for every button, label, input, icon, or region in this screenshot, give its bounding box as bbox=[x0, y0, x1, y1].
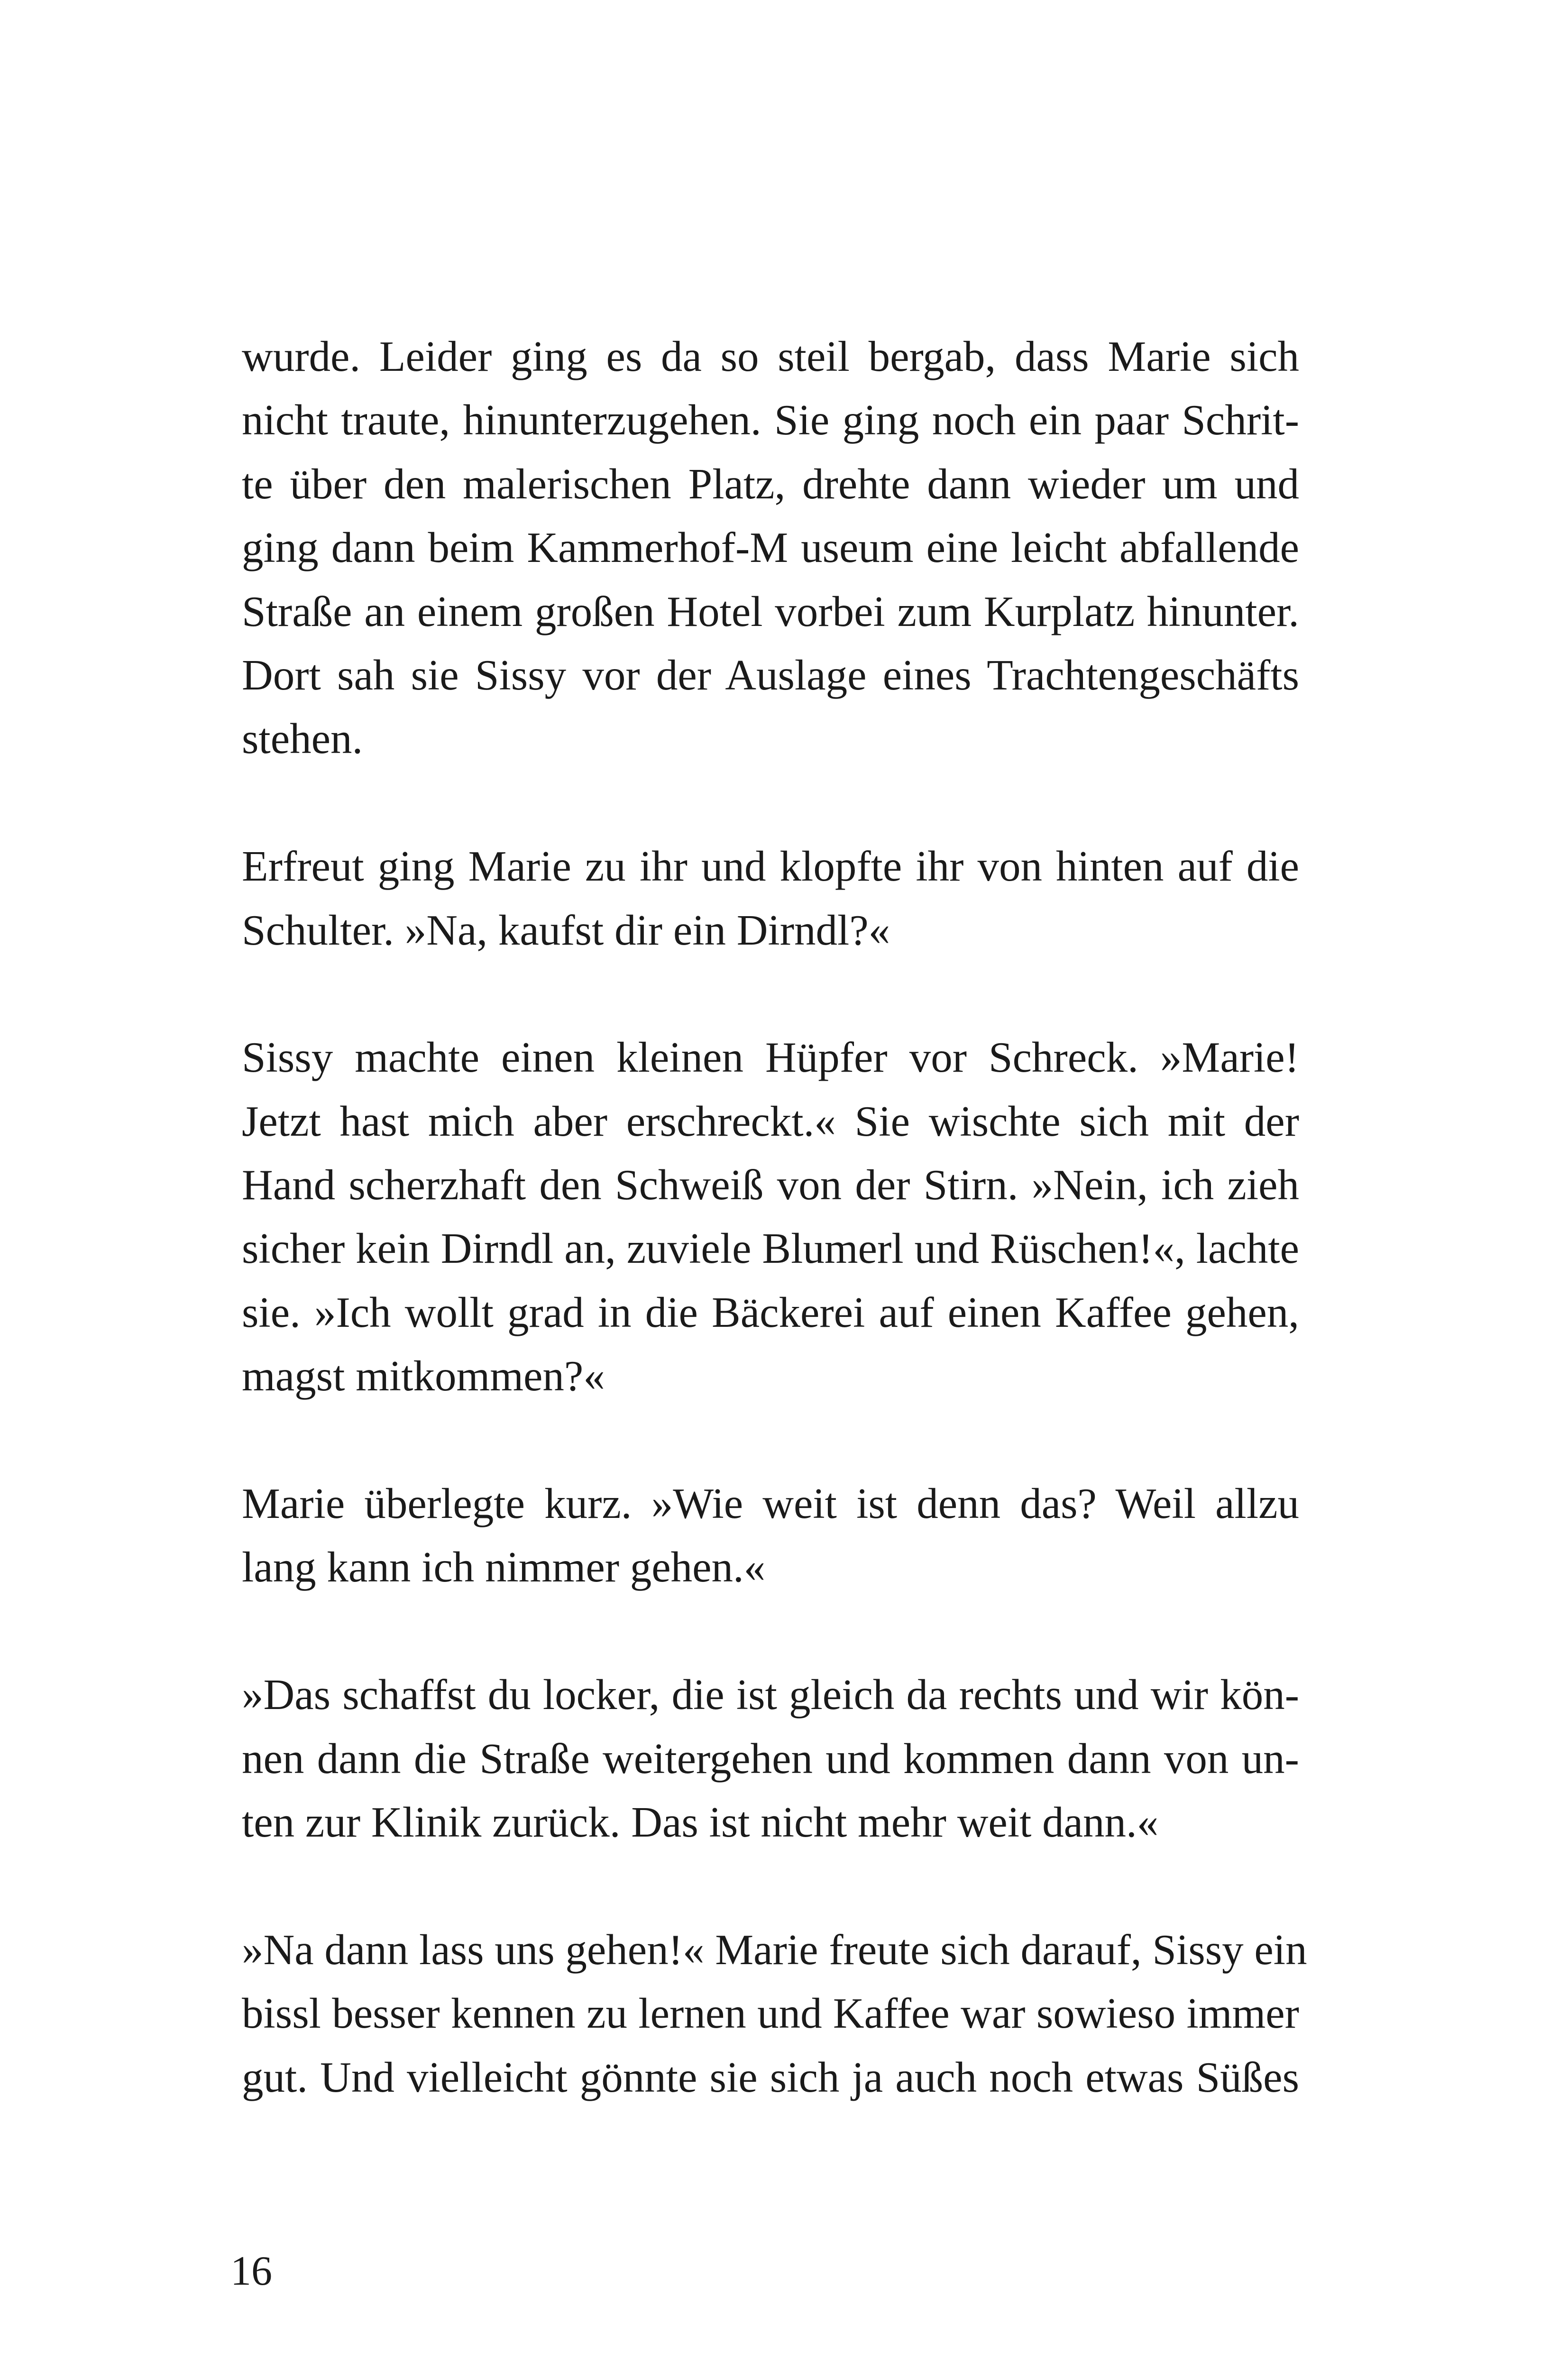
text-line: nen dann die Straße weitergehen und kommen dann von un- bbox=[242, 1734, 1299, 1783]
paragraph-1 bbox=[242, 325, 1299, 771]
page-number: 16 bbox=[230, 2248, 272, 2294]
text-line: magst mitkommen?« bbox=[242, 1352, 605, 1400]
text-line: wurde. Leider ging es da so steil bergab, dass Marie sich bbox=[242, 332, 1299, 380]
text-line: nicht traute, hinunterzugehen. Sie ging noch ein paar Schrit- bbox=[242, 396, 1299, 444]
text-line: Marie überlegte kurz. »Wie weit ist denn das? Weil allzu bbox=[242, 1480, 1299, 1528]
paragraph-4 bbox=[242, 1472, 1299, 1599]
body-text bbox=[242, 325, 1307, 2109]
text-line: Jetzt hast mich aber erschreckt.« Sie wischte sich mit der bbox=[242, 1097, 1299, 1145]
text-line: Sissy machte einen kleinen Hüpfer vor Schreck. »Marie! bbox=[242, 1033, 1299, 1082]
text-line: Schulter. »Na, kaufst dir ein Dirndl?« bbox=[242, 906, 890, 954]
text-line: sicher kein Dirndl an, zuviele Blumerl und Rüschen!«, lachte bbox=[242, 1224, 1299, 1273]
paragraph-3 bbox=[242, 1026, 1299, 1408]
text-line: gut. Und vielleicht gönnte sie sich ja auch noch etwas Süßes bbox=[242, 2053, 1299, 2101]
text-line: »Na dann lass uns gehen!« Marie freute sich darauf, Sissy ein bbox=[242, 1925, 1307, 1974]
text-line: stehen. bbox=[242, 715, 363, 763]
text-line: Straße an einem großen Hotel vorbei zum Kurplatz hinunter. bbox=[242, 587, 1299, 635]
paragraph-2 bbox=[242, 835, 1299, 962]
text-line: ging dann beim Kammerhof-M useum eine leicht abfallende bbox=[242, 524, 1299, 572]
paragraph-5 bbox=[242, 1663, 1299, 1854]
text-line: sie. »Ich wollt grad in die Bäckerei auf einen Kaffee gehen, bbox=[242, 1288, 1299, 1336]
text-line: Erfreut ging Marie zu ihr und klopfte ihr von hinten auf die bbox=[242, 842, 1299, 891]
text-line: »Das schaffst du locker, die ist gleich da rechts und wir kön- bbox=[242, 1671, 1299, 1719]
text-line: lang kann ich nimmer gehen.« bbox=[242, 1543, 766, 1591]
text-line: bissl besser kennen zu lernen und Kaffee war sowieso immer bbox=[242, 1989, 1299, 2038]
text-line: te über den malerischen Platz, drehte dann wieder um und bbox=[242, 459, 1299, 508]
text-line: ten zur Klinik zurück. Das ist nicht mehr weit dann.« bbox=[242, 1798, 1159, 1846]
text-line: Dort sah sie Sissy vor der Auslage eines Trachtengeschäfts bbox=[242, 651, 1299, 699]
text-line: Hand scherzhaft den Schweiß von der Stirn. »Nein, ich zieh bbox=[242, 1161, 1299, 1209]
paragraph-6 bbox=[242, 1918, 1307, 2109]
